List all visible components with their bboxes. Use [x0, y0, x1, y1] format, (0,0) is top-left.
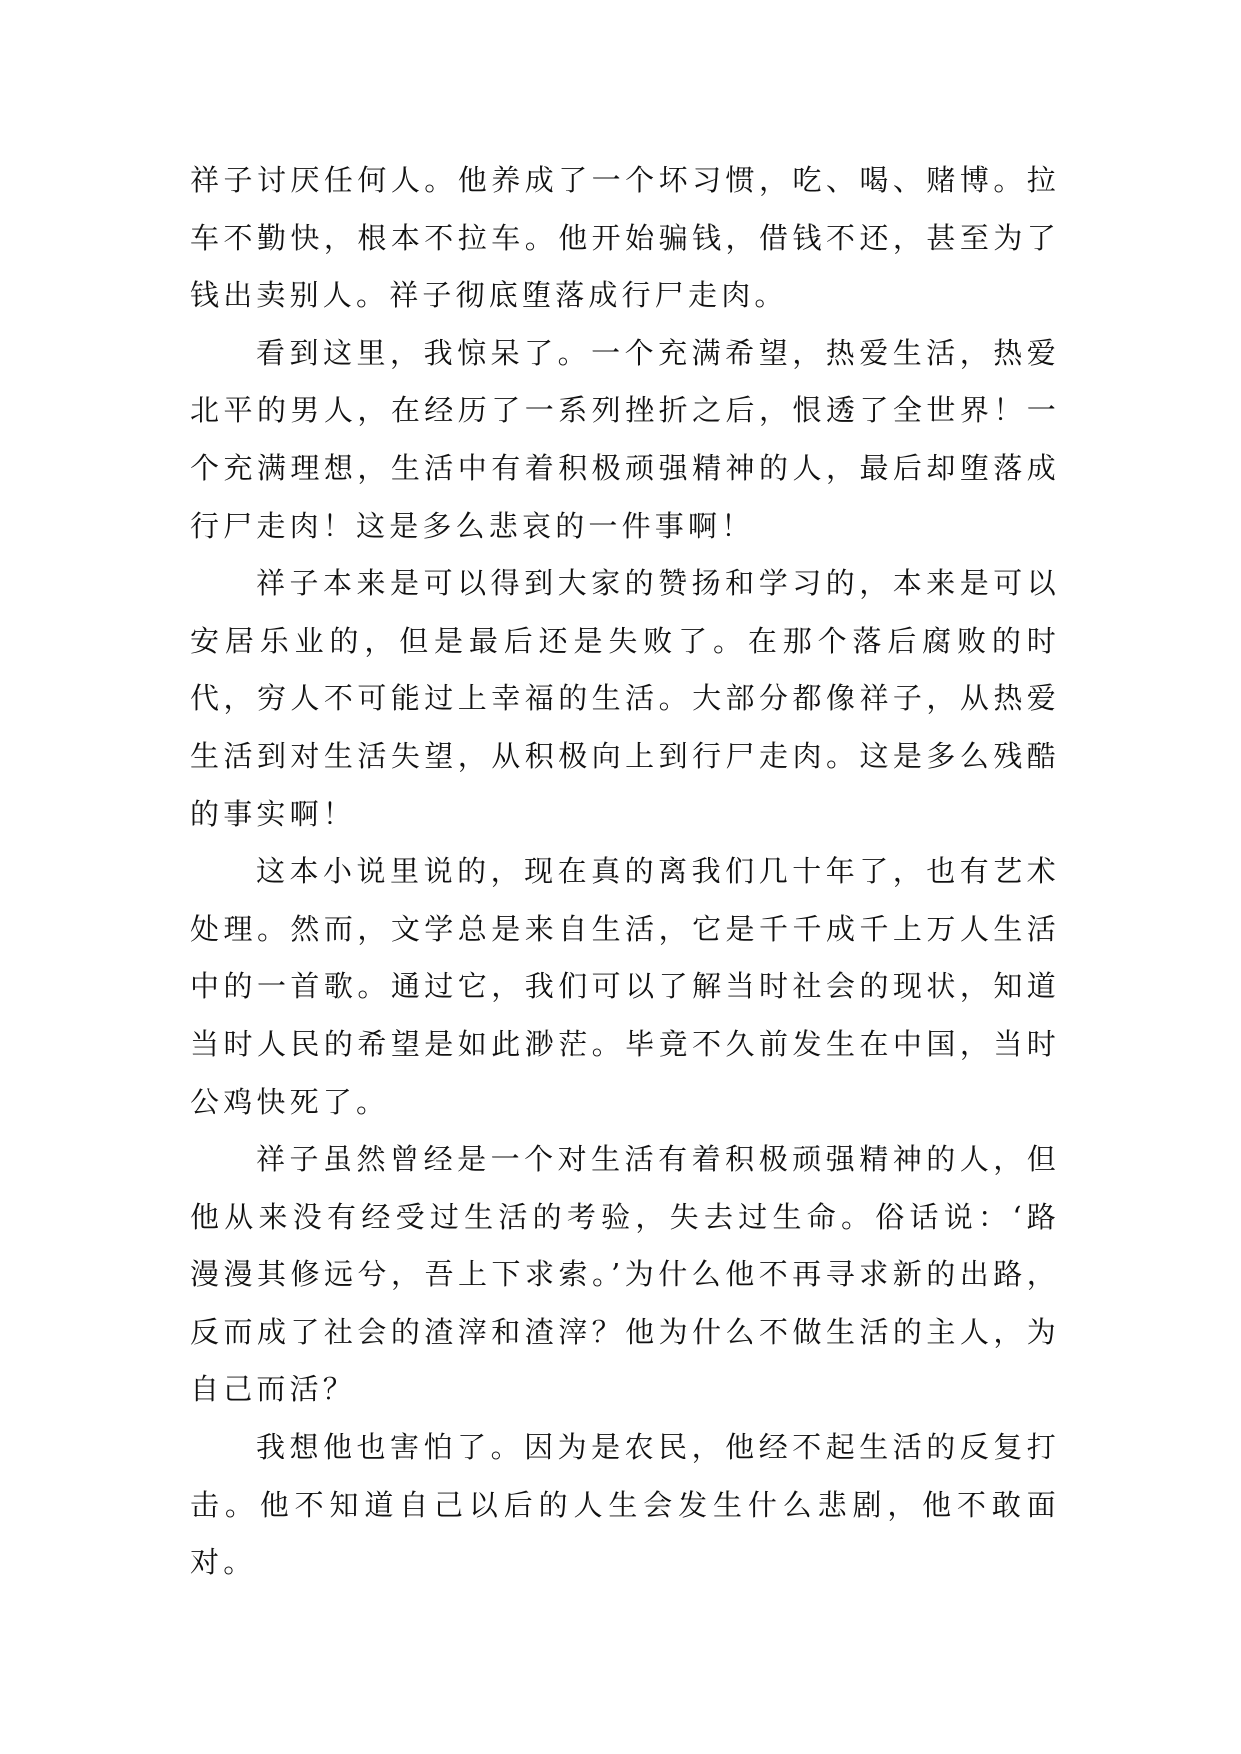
paragraph-4: 这本小说里说的，现在真的离我们几十年了，也有艺术处理。然而，文学总是来自生活，它是千千成千上万人生活中的一首歌。通过它，我们可以了解当时社会的现状，知道当时人民的希望是如此渺茫。毕竟不久前发生在中国，当时公鸡快死了。 [190, 854, 1060, 1119]
paragraph-3: 祥子本来是可以得到大家的赞扬和学习的，本来是可以安居乐业的，但是最后还是失败了。在那个落后腐败的时代，穷人不可能过上幸福的生活。大部分都像祥子，从热爱生活到对生活失望，从积极向上到行尸走肉。这是多么残酷的事实啊！ [190, 566, 1060, 831]
paragraph-6: 我想他也害怕了。因为是农民，他经不起生活的反复打击。他不知道自己以后的人生会发生什么悲剧，他不敢面对。 [190, 1430, 1060, 1580]
paragraph-5: 祥子虽然曾经是一个对生活有着积极顽强精神的人，但他从来没有经受过生活的考验，失去过生命。俗话说：‘路漫漫其修远兮，吾上下求索。’为什么他不再寻求新的出路，反而成了社会的渣滓和渣滓？他为什么不做生活的主人，为自己而活？ [190, 1142, 1060, 1407]
paragraph-1: 祥子讨厌任何人。他养成了一个坏习惯，吃、喝、赌博。拉车不勤快，根本不拉车。他开始骗钱，借钱不还，甚至为了钱出卖别人。祥子彻底堕落成行尸走肉。 [190, 163, 1060, 313]
document-body [190, 152, 1060, 1592]
paragraph-2: 看到这里，我惊呆了。一个充满希望，热爱生活，热爱北平的男人，在经历了一系列挫折之后，恨透了全世界！一个充满理想，生活中有着积极顽强精神的人，最后却堕落成行尸走肉！这是多么悲哀的一件事啊！ [190, 335, 1060, 543]
